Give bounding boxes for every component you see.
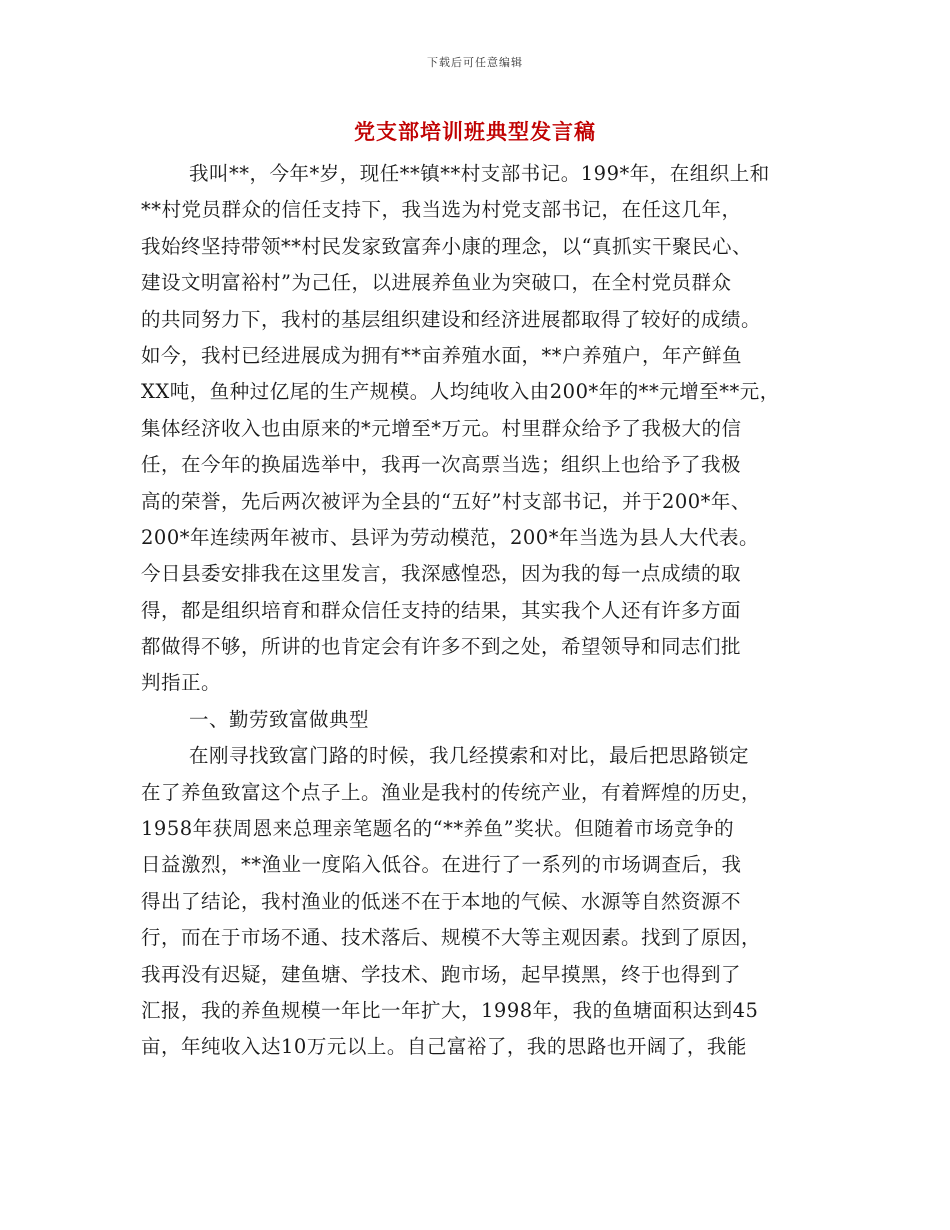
text-line: 得出了结论，我村渔业的低迷不在于本地的气候、水源等自然资源不	[141, 889, 742, 913]
text-line: 在刚寻找致富门路的时候，我几经摸索和对比，最后把思路锁定	[189, 744, 750, 768]
text-line: 得，都是组织培育和群众信任支持的结果，其实我个人还有许多方面	[141, 598, 742, 622]
text-line: 的共同努力下，我村的基层组织建设和经济进展都取得了较好的成绩。	[141, 307, 762, 331]
text-line: 日益激烈，**渔业一度陷入低谷。在进行了一系列的市场调查后，我	[141, 853, 742, 877]
text-line: 200*年连续两年被市、县评为劳动模范，200*年当选为县人大代表。	[141, 525, 759, 549]
text-line: 今日县委安排我在这里发言，我深感惶恐，因为我的每一点成绩的取	[141, 562, 742, 586]
text-line: 如今，我村已经进展成为拥有**亩养殖水面，**户养殖户，年产鲜鱼	[141, 343, 743, 367]
text-line: 我再没有迟疑，建鱼塘、学技术、跑市场，起早摸黑，终于也得到了	[141, 962, 742, 986]
header-note: 下载后可任意编辑	[427, 56, 523, 69]
text-line: 都做得不够，所讲的也肯定会有许多不到之处，希望领导和同志们批	[141, 635, 742, 659]
text-line: 行，而在于市场不通、技术落后、规模不大等主观因素。找到了原因，	[141, 926, 762, 950]
text-line: 在了养鱼致富这个点子上。渔业是我村的传统产业，有着辉煌的历史，	[141, 780, 762, 804]
text-line: XX吨，鱼种过亿尾的生产规模。人均纯收入由200*年的**元增至**元，	[141, 380, 780, 404]
text-line: 判指正。	[141, 671, 222, 695]
text-line: 汇报，我的养鱼规模一年比一年扩大，1998年，我的鱼塘面积达到45	[141, 998, 759, 1022]
text-line: 高的荣誉，先后两次被评为全县的“五好”村支部书记，并于200*年、	[141, 489, 751, 513]
text-line: 建设文明富裕村”为己任，以进展养鱼业为突破口，在全村党员群众	[141, 271, 732, 295]
section-heading: 一、勤劳致富做典型	[189, 707, 370, 731]
document-body	[141, 156, 811, 1066]
document-title: 党支部培训班典型发言稿	[354, 119, 596, 144]
text-line: 集体经济收入也由原来的*元增至*万元。村里群众给予了我极大的信	[141, 416, 742, 440]
text-line: 1958年获周恩来总理亲笔题名的“**养鱼”奖状。但随着市场竞争的	[141, 817, 735, 841]
text-line: 亩，年纯收入达10万元以上。自己富裕了，我的思路也开阔了，我能	[141, 1035, 747, 1059]
text-line: 我始终坚持带领**村民发家致富奔小康的理念，以“真抓实干聚民心、	[141, 234, 752, 258]
text-line: 任，在今年的换届选举中，我再一次高票当选；组织上也给予了我极	[141, 453, 742, 477]
text-line: 我叫**，今年*岁，现任**镇**村支部书记。199*年，在组织上和	[189, 162, 770, 185]
text-line: **村党员群众的信任支持下，我当选为村党支部书记，在任这几年，	[141, 198, 742, 222]
